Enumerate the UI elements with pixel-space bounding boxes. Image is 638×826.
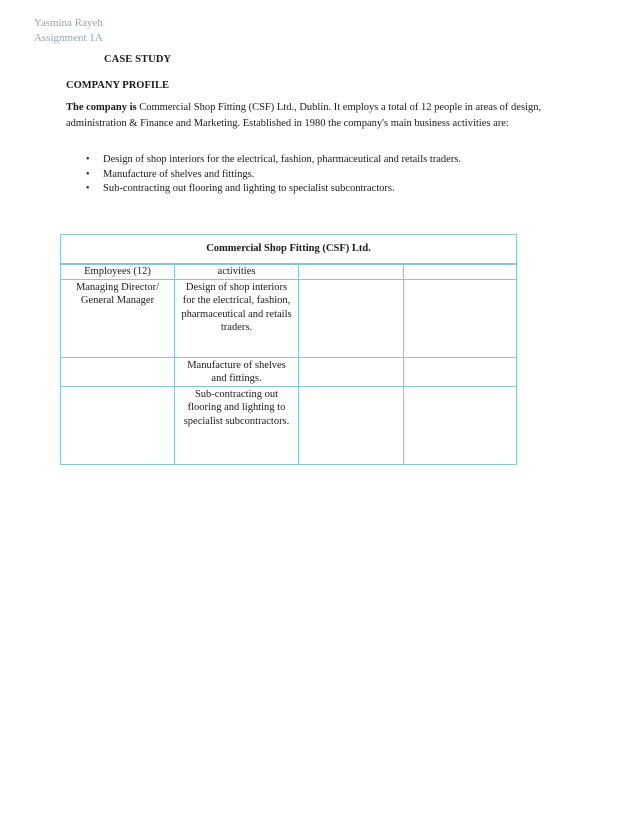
table-cell	[299, 386, 404, 464]
table-cell	[61, 357, 175, 386]
bullet-icon: •	[86, 154, 90, 165]
list-item	[86, 182, 461, 197]
table-cell	[404, 357, 517, 386]
company-table-container	[60, 234, 516, 462]
author-name: Yasmina Rayeh	[34, 17, 103, 29]
table-title-row	[61, 235, 517, 265]
table-header-cell: activities	[175, 264, 299, 279]
table-title: Commercial Shop Fitting (CSF) Ltd.	[61, 235, 517, 265]
table-cell	[61, 386, 175, 464]
bullet-icon: •	[86, 168, 90, 180]
list-item-text: Design of shop interiors for the electrical, fashion, pharmaceutical and retails traders.	[103, 154, 462, 165]
assignment-label: Assignment 1A	[34, 32, 103, 44]
list-item-text: Sub-contracting out flooring and lighting to specialist subcontractors.	[103, 183, 395, 194]
intro-body-text: Commercial Shop Fitting (CSF) Ltd., Dublin. It employs a total of 12 people in areas of design, administration & Finance and Marketing. Established in 1980 the company's main business activities are:	[66, 102, 542, 129]
table-cell: Sub-contracting out flooring and lighting to specialist subcontractors.	[175, 386, 299, 464]
case-study-heading: CASE STUDY	[104, 54, 172, 65]
table-row	[61, 386, 517, 464]
table-header-row	[61, 264, 517, 279]
table-cell	[299, 279, 404, 357]
table-cell	[404, 386, 517, 464]
company-table	[60, 234, 517, 465]
table-row	[61, 279, 517, 357]
table-cell: Manufacture of shelves and fittings.	[175, 357, 299, 386]
company-profile-heading: COMPANY PROFILE	[66, 80, 169, 91]
list-item-text: Manufacture of shelves and fittings.	[103, 168, 255, 180]
list-item	[86, 168, 461, 183]
intro-paragraph	[66, 100, 546, 132]
table-header-cell	[404, 264, 517, 279]
activities-list	[86, 153, 461, 197]
table-header-cell: Employees (12)	[61, 264, 175, 279]
table-cell	[299, 357, 404, 386]
table-cell: Managing Director/ General Manager	[61, 279, 175, 357]
table-cell: Design of shop interiors for the electrical, fashion, pharmaceutical and retails traders.	[175, 279, 299, 357]
intro-bold-text: The company is	[66, 102, 137, 113]
table-header-cell	[299, 264, 404, 279]
table-row	[61, 357, 517, 386]
bullet-icon: •	[86, 183, 90, 194]
table-cell	[404, 279, 517, 357]
list-item	[86, 153, 461, 168]
